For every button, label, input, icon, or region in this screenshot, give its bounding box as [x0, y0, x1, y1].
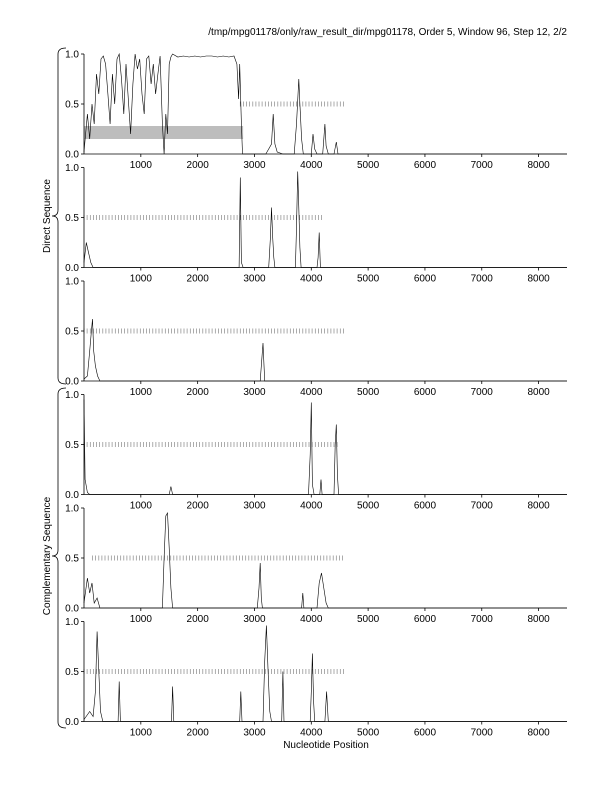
x-tick-label: 7000 [470, 387, 493, 398]
data-line [84, 319, 567, 381]
complementary-bracket [52, 388, 66, 728]
x-tick-label: 5000 [356, 614, 380, 625]
x-tick-label: 7000 [470, 614, 493, 625]
panel-6 [65, 617, 567, 739]
x-tick-label: 5000 [356, 727, 380, 739]
page-header: /tmp/mpg01178/only/raw_result_dir/mpg01178, Order 5, Window 96, Step 12, 2/2 [208, 27, 567, 38]
x-tick-label: 3000 [243, 273, 266, 285]
x-tick-label: 3000 [243, 160, 266, 171]
x-tick-label: 7000 [470, 500, 493, 512]
direct-bracket [52, 48, 66, 384]
x-tick-label: 3000 [243, 387, 266, 398]
x-tick-label: 5000 [356, 273, 380, 285]
x-tick-label: 8000 [527, 160, 550, 171]
y-tick-label: 0.5 [65, 326, 79, 338]
x-tick-label: 3000 [243, 727, 266, 739]
x-tick-label: 6000 [413, 273, 437, 285]
x-tick-label: 1000 [129, 273, 152, 285]
y-tick-label: 0.5 [65, 667, 79, 678]
x-tick-label: 4000 [300, 273, 323, 285]
x-tick-label: 2000 [186, 727, 209, 739]
x-tick-label: 7000 [470, 273, 493, 285]
x-tick-label: 6000 [413, 160, 437, 171]
x-tick-label: 8000 [527, 273, 550, 285]
data-line [84, 400, 567, 495]
x-tick-label: 6000 [413, 387, 437, 398]
x-tick-label: 2000 [186, 273, 209, 285]
data-line [84, 513, 567, 608]
y-tick-label: 1.0 [65, 503, 79, 515]
y-tick-label: 0.0 [65, 376, 79, 388]
y-tick-label: 0.5 [65, 213, 79, 224]
data-line [84, 626, 567, 722]
x-tick-label: 4000 [300, 727, 323, 739]
frame-mark-series-1 [84, 215, 322, 220]
x-axis-label: Nucleotide Position [283, 740, 369, 751]
x-tick-label: 3000 [243, 614, 266, 625]
x-tick-label: 6000 [413, 614, 437, 625]
panel-2 [65, 163, 567, 285]
x-tick-label: 5000 [356, 500, 380, 512]
x-tick-label: 4000 [300, 500, 323, 512]
frame-mark-series-1 [93, 556, 343, 561]
x-tick-label: 3000 [243, 500, 266, 512]
x-tick-label: 8000 [527, 614, 550, 625]
frame-mark-series-1 [240, 102, 343, 107]
x-tick-label: 1000 [129, 160, 152, 171]
y-tick-label: 0.0 [65, 263, 79, 274]
y-tick-label: 1.0 [65, 617, 79, 628]
y-tick-label: 0.0 [65, 717, 79, 728]
x-tick-label: 2000 [186, 500, 209, 512]
y-tick-label: 1.0 [65, 276, 79, 288]
x-tick-label: 8000 [527, 727, 550, 739]
x-tick-label: 5000 [356, 387, 380, 398]
y-tick-label: 0.5 [65, 99, 79, 111]
x-tick-label: 8000 [527, 387, 550, 398]
x-tick-label: 2000 [186, 614, 209, 625]
x-tick-label: 1000 [129, 387, 152, 398]
x-tick-label: 6000 [413, 727, 437, 739]
y-tick-label: 1.0 [65, 49, 79, 61]
x-tick-label: 1000 [129, 727, 152, 739]
y-tick-label: 0.0 [65, 490, 79, 501]
data-line [84, 172, 567, 268]
y-tick-label: 0.0 [65, 603, 79, 615]
complementary-sequence-label: Complementary Sequence [42, 496, 53, 616]
y-tick-label: 0.0 [65, 149, 79, 161]
x-tick-label: 7000 [470, 160, 493, 171]
panel-1 [65, 50, 567, 172]
panel-4 [65, 390, 567, 512]
x-tick-label: 2000 [186, 160, 209, 171]
frame-mark-series-1 [84, 329, 343, 334]
y-tick-label: 1.0 [65, 163, 79, 174]
x-tick-label: 4000 [300, 614, 323, 625]
gene-band [84, 126, 243, 139]
x-tick-label: 1000 [129, 614, 152, 625]
frame-mark-series-1 [84, 669, 343, 674]
x-tick-label: 1000 [129, 500, 152, 512]
y-tick-label: 0.5 [65, 440, 79, 451]
panel-5 [65, 504, 567, 626]
x-tick-label: 4000 [300, 160, 323, 171]
x-tick-label: 8000 [527, 500, 550, 512]
direct-sequence-label: Direct Sequence [42, 179, 53, 253]
x-tick-label: 2000 [186, 387, 209, 398]
x-tick-label: 5000 [356, 160, 380, 171]
x-tick-label: 4000 [300, 387, 323, 398]
y-tick-label: 1.0 [65, 390, 79, 401]
frame-mark-series-1 [84, 442, 337, 447]
x-tick-label: 7000 [470, 727, 493, 739]
panel-3 [65, 277, 567, 399]
y-tick-label: 0.5 [65, 553, 79, 565]
x-tick-label: 6000 [413, 500, 437, 512]
panels [65, 50, 567, 739]
